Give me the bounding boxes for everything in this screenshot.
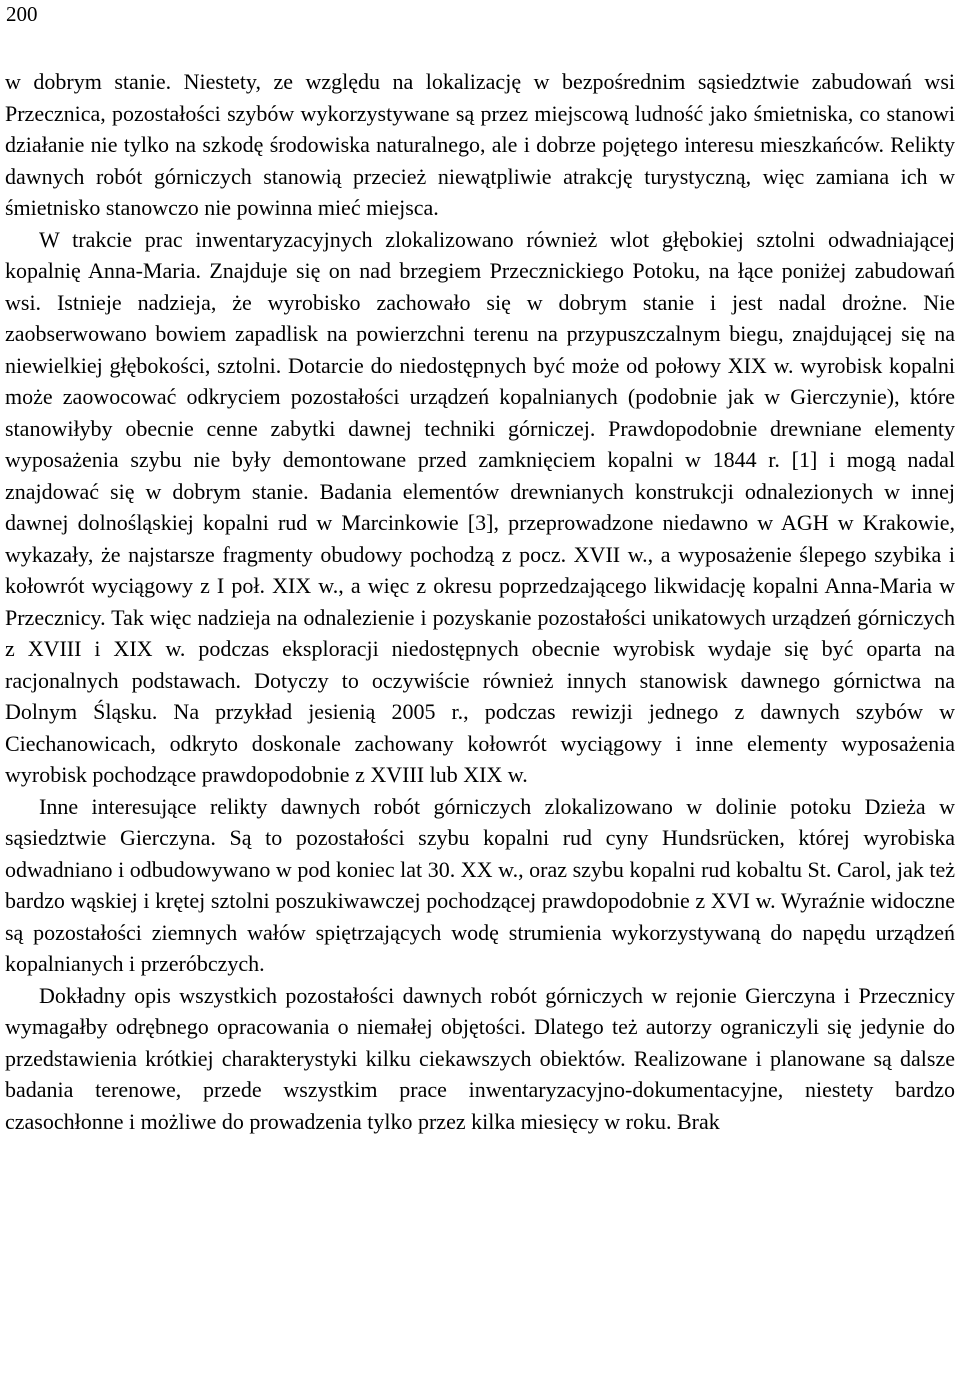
paragraph-continuation: w dobrym stanie. Niestety, ze względu na lokalizację w bezpośrednim sąsiedztwie zabudowań wsi Przecznica, pozostałości szybów wykorzystywane są przez miejscową ludność jako śmietniska, co stanowi działanie nie tylko na szkodę środowiska naturalnego, ale i dobrze pojętego interesu mieszkańców. Relikty dawnych robót górniczych stanowią przecież niewątpliwie atrakcję turystyczną, więc zamiana ich w śmietnisko stanowczo nie powinna mieć miejsca. [5,69,955,220]
paragraph-detailed-description: Dokładny opis wszystkich pozostałości dawnych robót górniczych w rejonie Gierczyna i Przecznicy wymagałby odrębnego opracowania o niemałej objętości. Dlatego też autorzy ograniczyli się jedynie do przedstawienia krótkiej charakterystyki kilku ciekawszych obiektów. Realizowane i planowane są dalsze badania terenowe, przede wszystkim prace inwentaryzacyjno-dokumentacyjne, niestety bardzo czasochłonne i możliwe do prowadzenia tylko przez kilka miesięcy w roku. Brak [5,982,955,1134]
page-number: 200 [6,2,38,26]
paragraph-anna-maria-adit: W trakcie prac inwentaryzacyjnych zlokalizowano również wlot głębokiej sztolni odwadniającej kopalnię Anna-Maria. Znajduje się on nad brzegiem Przecznickiego Potoku, na łące poniżej zabudowań wsi. Istnieje nadzieja, że wyrobisko zachowało się w dobrym stanie i jest nadal drożne. Nie zaobserwowano bowiem zapadlisk na powierzchni terenu na przypuszczalnym biegu, znajdującej się na niewielkiej głębokości, sztolni. Dotarcie do niedostępnych być może od połowy XIX w. wyrobisk kopalni może zaowocować odkryciem pozostałości urządzeń kopalnianych (podobnie jak w Gierczynie), które stanowiłyby obecnie cenne zabytki dawnej techniki górniczej. Prawdopodobnie drewniane elementy wyposażenia szybu nie były demontowane przed zamknięciem kopalni w 1844 r. [1] i mogą nadal znajdować się w dobrym stanie. Badania elementów drewnianych konstrukcji odnalezionych w innej dawnej dolnośląskiej kopalni rud w Marcinkowie [3], przeprowadzone niedawno w AGH w Krakowie, wykazały, że najstarsze fragmenty obudowy pochodzą z pocz. XVII w., a wyposażenie ślepego szybika i kołowrót wyciągowy z I poł. XIX w., a więc z okresu poprzedzającego likwidację kopalni Anna-Maria w Przecznicy. Tak więc nadzieja na odnalezienie i pozyskanie pozostałości unikatowych urządzeń górniczych z XVIII i XIX w. podczas eksploracji niedostępnych obecnie wyrobisk wydaje się być oparta na racjonalnych podstawach. Dotyczy to oczywiście również innych stanowisk dawnego górnictwa na Dolnym Śląsku. Na przykład jesienią 2005 r., podczas rewizji jednego z dawnych szybów w Ciechanowicach, odkryto doskonale zachowany kołowrót wyciągowy i inne elementy wyposażenia wyrobisk pochodzące prawdopodobnie z XVIII lub XIX w. [5,226,955,787]
paragraph-dzieza-valley: Inne interesujące relikty dawnych robót górniczych zlokalizowano w dolinie potoku Dzieża w sąsiedztwie Gierczyna. Są to pozostałości szybu kopalni rud cyny Hundsrücken, której wyrobiska odwadniano i odbudowywano w pod koniec lat 30. XX w., oraz szybu kopalni rud kobaltu St. Carol, jak też bardzo wąskiej i krętej sztolni poszukiwawczej pochodzącej prawdopodobnie z XVI w. Wyraźnie widoczne są pozostałości ziemnych wałów spiętrzających wodę strumienia wykorzystywaną do napędu urządzeń kopalnianych i przeróbczych. [5,793,955,976]
document-body [5,66,955,1137]
